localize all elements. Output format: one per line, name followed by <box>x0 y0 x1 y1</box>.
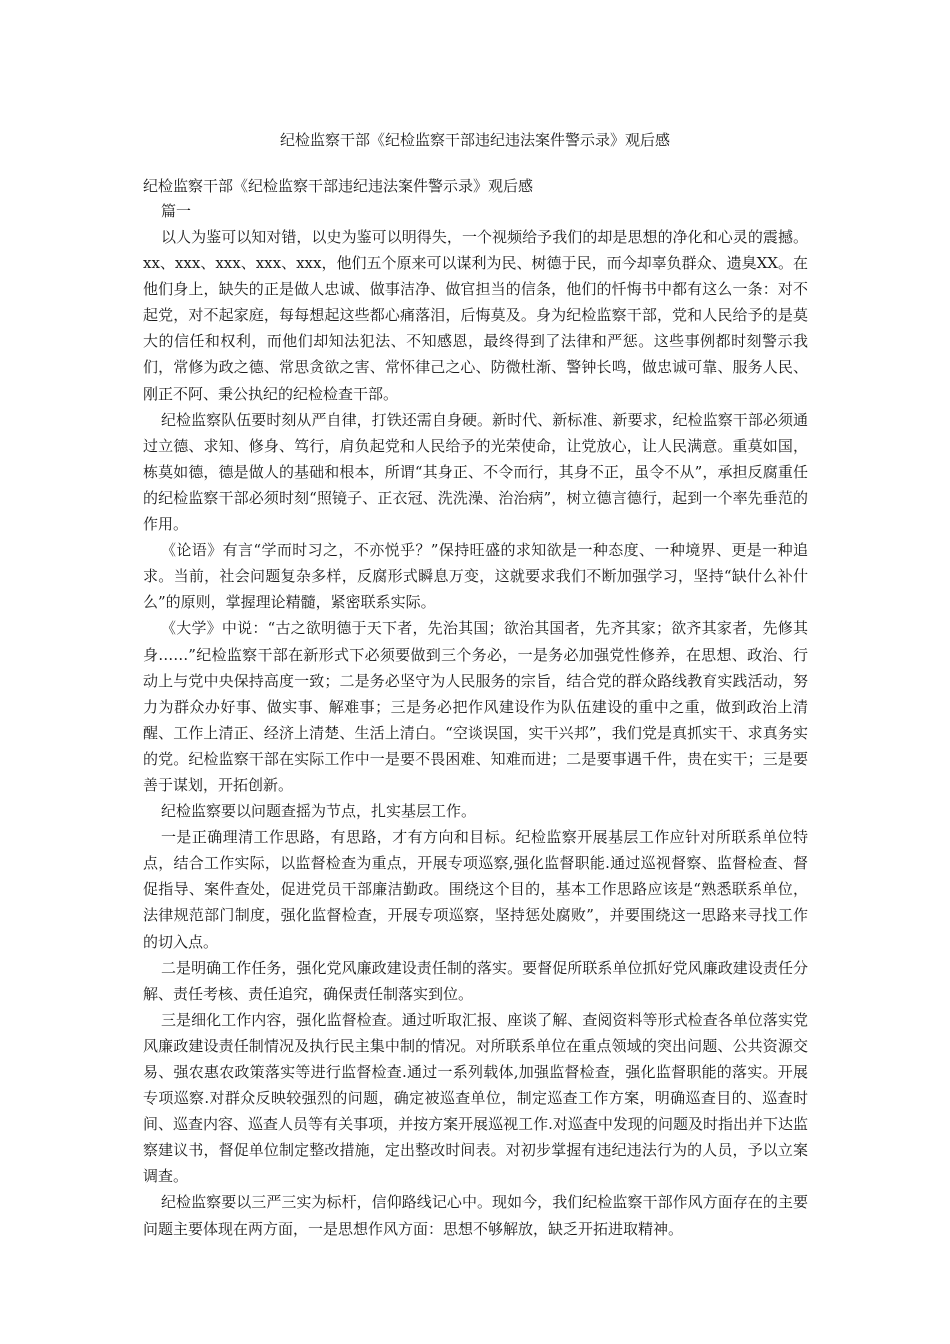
paragraph: 纪检监察要以问题查摇为节点，扎实基层工作。 <box>161 802 477 821</box>
paragraph: 《论语》有言“学而时习之，不亦悦乎？”保持旺盛的求知欲是一种态度、一种境界、更是一种追求。当前，社会问题复杂多样，反腐形式瞬息万变，这就要求我们不断加强学习，坚持“缺什么补什么”的原则，掌握理论精髓，紧密联系实际。 <box>143 541 808 612</box>
paragraph: 一是正确理清工作思路，有思路，才有方向和目标。纪检监察开展基层工作应针对所联系单位特点，结合工作实际，以监督检查为重点，开展专项巡察,强化监督职能.通过巡视督察、监督检查、督促指导、案件查处，促进党员干部廉洁勤政。围绕这个目的，基本工作思路应该是“熟悉联系单位，法律规范部门制度，强化监督检查，开展专项巡察，坚持惩处腐败”，并要围绕这一思路来寻找工作的切入点。 <box>143 828 808 951</box>
paragraph: 《大学》中说：“古之欲明德于天下者，先治其国；欲治其国者，先齐其家；欲齐其家者，先修其身……”纪检监察干部在新形式下必须要做到三个务必，一是务必加强党性修养，在思想、政治、行动上与党中央保持高度一致；二是务必坚守为人民服务的宗旨，结合党的群众路线教育实践活动，努力为群众办好事、做实事、解难事；三是务必把作风建设作为队伍建设的重中之重，做到政治上清醒、工作上清正、经济上清楚、生活上清白。“空谈误国，实干兴邦”，我们党是真抓实干、求真务实的党。纪检监察干部在实际工作中一是要不畏困难、知难而进；二是要事遇千件，贵在实干；三是要善于谋划，开拓创新。 <box>143 619 808 794</box>
document-title: 纪检监察干部《纪检监察干部违纪违法案件警示录》观后感 <box>279 131 670 149</box>
document-body <box>143 174 808 1242</box>
paragraph: 三是细化工作内容，强化监督检查。通过听取汇报、座谈了解、查阅资料等形式检查各单位落实党风廉政建设责任制情况及执行民主集中制的情况。对所联系单位在重点领域的突出问题、公共资源交易、强农惠农政策落实等进行监督检查.通过一系列载体,加强监督检查，强化监督职能的落实。开展专项巡察.对群众反映较强烈的问题，确定被巡查单位，制定巡查工作方案，明确巡查目的、巡查时间、巡查内容、巡查人员等有关事项，并按方案开展巡视工作.对巡查中发现的问题及时指出并下达监察建议书，督促单位制定整改措施，定出整改时间表。对初步掌握有违纪违法行为的人员，予以立案调查。 <box>143 1010 808 1186</box>
document-subtitle: 纪检监察干部《纪检监察干部违纪违法案件警示录》观后感 <box>143 177 534 195</box>
section-label: 篇一 <box>161 202 192 220</box>
paragraph: 纪检监察要以三严三实为标杆，信仰路线记心中。现如今，我们纪检监察干部作风方面存在的主要问题主要体现在两方面，一是思想作风方面：思想不够解放，缺乏开拓进取精神。 <box>143 1193 808 1238</box>
paragraph: 纪检监察队伍要时刻从严自律，打铁还需自身硬。新时代、新标准、新要求，纪检监察干部必须通过立德、求知、修身、笃行，肩负起党和人民给予的光荣使命，让党放心，让人民满意。重莫如国，栋莫如德，德是做人的基础和根本，所谓“其身正、不令而行，其身不正，虽令不从”，承担反腐重任的纪检监察干部必须时刻“照镜子、正衣冠、洗洗澡、治治病”，树立德言德行，起到一个率先垂范的作用。 <box>143 410 808 534</box>
paragraph: 以人为鉴可以知对错，以史为鉴可以明得失，一个视频给予我们的却是思想的净化和心灵的震撼。xx、xxx、xxx、xxx、xxx，他们五个原来可以谋利为民、树德于民，而今却辜负群众、遗臭XX。在他们身上，缺失的正是做人忠诚、做事洁净、做官担当的信条，他们的忏悔书中都有这么一条：对不起党，对不起家庭，每每想起这些都心痛落泪，后悔莫及。身为纪检监察干部，党和人民给予的是莫大的信任和权利，而他们却知法犯法、不知感恩，最终得到了法律和严惩。这些事例都时刻警示我们，常修为政之德、常思贪欲之害、常怀律己之心、防微杜渐、警钟长鸣，做忠诚可靠、服务人民、刚正不阿、秉公执纪的纪检检查干部。 <box>143 228 808 403</box>
paragraph: 二是明确工作任务，强化党风廉政建设责任制的落实。要督促所联系单位抓好党风廉政建设责任分解、责任考核、责任追究，确保责任制落实到位。 <box>143 958 808 1003</box>
